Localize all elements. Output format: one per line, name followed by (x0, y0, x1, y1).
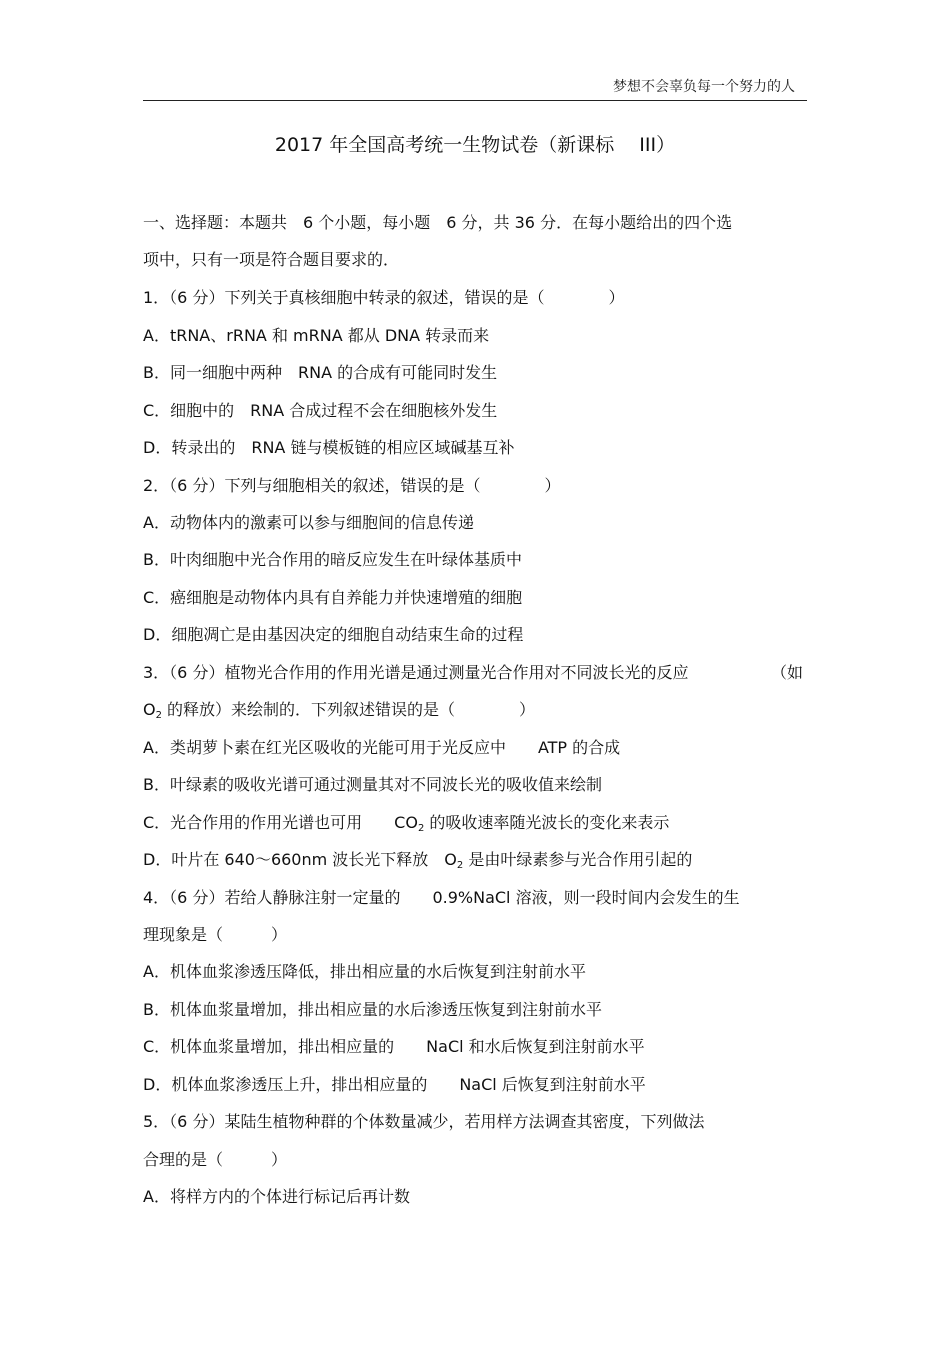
question-4-stem-line-1: 4．（6 分）若给人静脉注射一定量的 0.9%NaCl 溶液，则一段时间内会发生的生 (143, 888, 740, 907)
question-4-stem-line-2: 理现象是（ ） (143, 925, 288, 944)
header-divider (143, 100, 807, 101)
section-instructions-line-2: 项中，只有一项是符合题目要求的． (143, 250, 400, 269)
question-3-stem-line-1: 3．（6 分）植物光合作用的作用光谱是通过测量光合作用对不同波长光的反应 (143, 663, 689, 682)
section-instructions-line-1: 一、选择题：本题共 6 个小题，每小题 6 分，共 36 分．在每小题给出的四个选 (143, 213, 733, 232)
question-4-option-c: C．机体血浆量增加，排出相应量的 NaCl 和水后恢复到注射前水平 (143, 1037, 645, 1056)
question-3-option-a: A．类胡萝卜素在红光区吸收的光能可用于光反应中 ATP 的合成 (143, 738, 621, 757)
question-3-stem-line-2: $O_2$ 的释放）来绘制的．下列叙述错误的是（ ） (143, 700, 536, 721)
question-4-option-b: B．机体血浆量增加，排出相应量的水后渗透压恢复到注射前水平 (143, 1000, 602, 1019)
page-title: 2017 年全国高考统一生物试卷（新课标 III） (274, 134, 676, 156)
question-1-option-b: B．同一细胞中两种 RNA 的合成有可能同时发生 (143, 363, 498, 382)
question-4-option-a: A．机体血浆渗透压降低，排出相应量的水后恢复到注射前水平 (143, 962, 586, 981)
question-2-option-c: C．癌细胞是动物体内具有自养能力并快速增殖的细胞 (143, 588, 523, 607)
question-3-option-d: D．叶片在 640～660nm 波长光下释放 $O_2$ 是由叶绿素参与光合作用引起的 (143, 850, 693, 871)
question-1-option-c: C．细胞中的 RNA 合成过程不会在细胞核外发生 (143, 401, 498, 420)
question-2-option-a: A．动物体内的激素可以参与细胞间的信息传递 (143, 513, 474, 532)
question-2-option-d: D．细胞凋亡是由基因决定的细胞自动结束生命的过程 (143, 625, 524, 644)
question-5-option-a: A．将样方内的个体进行标记后再计数 (143, 1187, 410, 1206)
question-2-option-b: B．叶肉细胞中光合作用的暗反应发生在叶绿体基质中 (143, 550, 522, 569)
question-5-stem-line-2: 合理的是（ ） (143, 1150, 288, 1169)
question-2-stem: 2．（6 分）下列与细胞相关的叙述，错误的是（ ） (143, 476, 561, 495)
question-1-stem: 1．（6 分）下列关于真核细胞中转录的叙述，错误的是（ ） (143, 288, 625, 307)
question-3-stem-line-1-end: （如 (770, 663, 803, 682)
header-motto: 梦想不会辜负每一个努力的人 (613, 79, 795, 95)
question-4-option-d: D．机体血浆渗透压上升，排出相应量的 NaCl 后恢复到注射前水平 (143, 1075, 646, 1094)
question-1-option-d: D．转录出的 RNA 链与模板链的相应区域碱基互补 (143, 438, 515, 457)
question-5-stem-line-1: 5．（6 分）某陆生植物种群的个体数量减少，若用样方法调查其密度，下列做法 (143, 1112, 705, 1131)
question-1-option-a: A．tRNA、rRNA 和 mRNA 都从 DNA 转录而来 (143, 326, 490, 345)
question-3-option-c: C．光合作用的作用光谱也可用 $CO_2$ 的吸收速率随光波长的变化来表示 (143, 813, 670, 834)
chemical-formula-o2: $O_2$ (143, 700, 162, 721)
question-3-option-b: B．叶绿素的吸收光谱可通过测量其对不同波长光的吸收值来绘制 (143, 775, 602, 794)
